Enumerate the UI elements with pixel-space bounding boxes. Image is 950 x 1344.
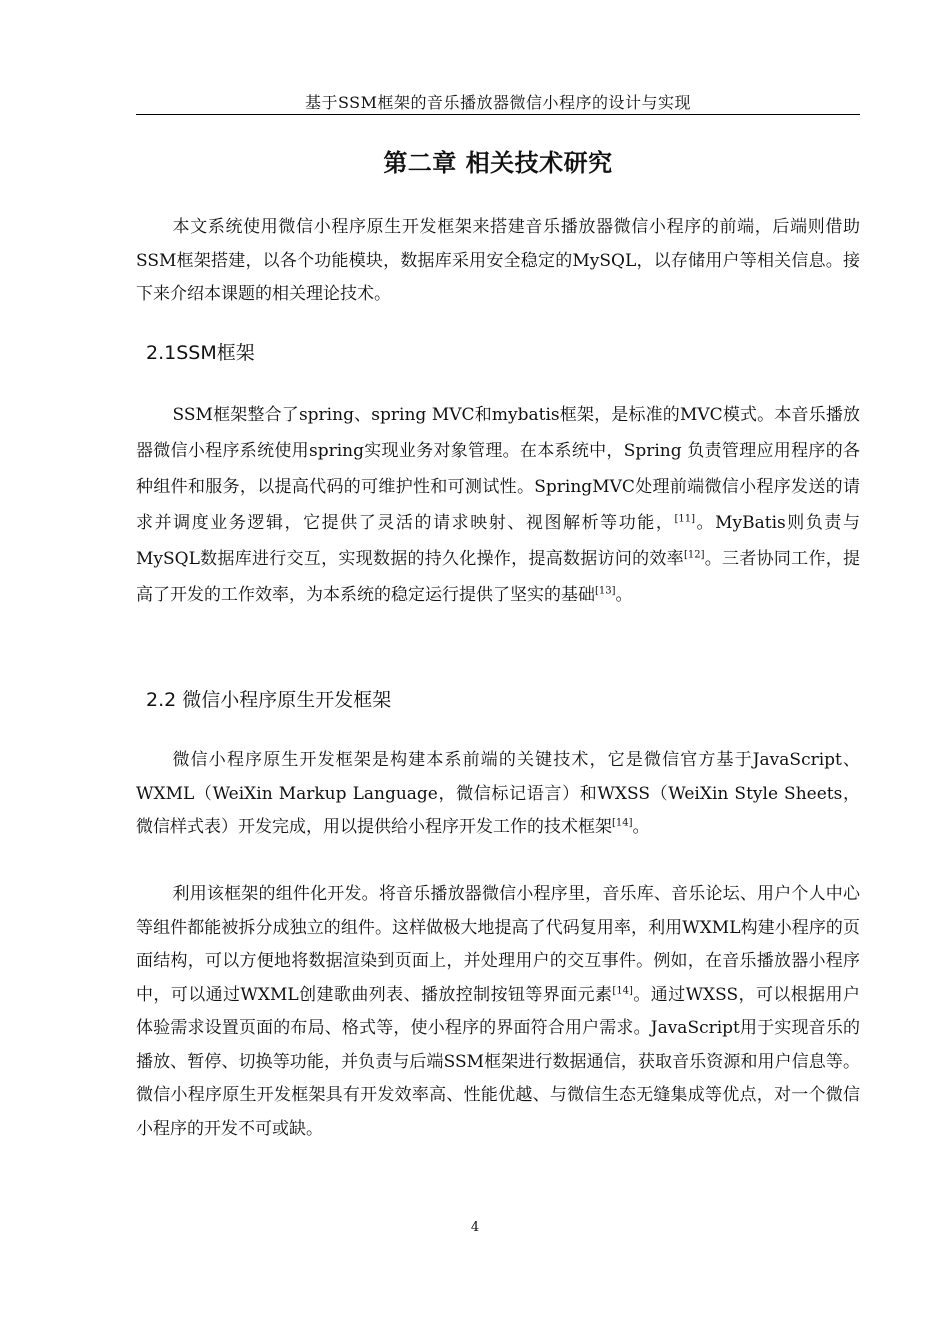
paragraph-text: 。	[632, 817, 650, 837]
section-2-2-paragraph-1	[136, 744, 860, 845]
section-2-1-paragraph	[136, 397, 860, 613]
paragraph-text: 。	[615, 585, 633, 605]
running-header: 基于SSM框架的音乐播放器微信小程序的设计与实现	[304, 93, 692, 112]
section-title-2-1: 2.1SSM框架	[146, 342, 255, 364]
citation-ref: [14]	[612, 984, 633, 996]
paragraph-text: 利用该框架的组件化开发。将音乐播放器微信小程序里，音乐库、音乐论坛、用户个人中心等组件都能被拆分成独立的组件。这样做极大地提高了代码复用率，利用WXML构建小程序的页面结构，可以方便地将数据渲染到页面上，并处理用户的交互事件。例如，在音乐播放器小程序中，可以通过WXML创建歌曲列表、播放控制按钮等界面元素	[136, 884, 860, 1005]
page-number: 4	[470, 1220, 480, 1235]
chapter-title: 第二章 相关技术研究	[383, 149, 613, 177]
paragraph-text: 。三者协同工作，提高了开发的工作效率，为本系统的稳定运行提供了坚实的基础	[136, 549, 861, 605]
intro-paragraph: 本文系统使用微信小程序原生开发框架来搭建音乐播放器微信小程序的前端，后端则借助SSM框架搭建，以各个功能模块，数据库采用安全稳定的MySQL，以存储用户等相关信息。接下来介绍本课题的相关理论技术。	[136, 217, 860, 304]
section-title-2-2: 2.2 微信小程序原生开发框架	[146, 689, 392, 711]
paragraph-text: SSM框架整合了spring、spring MVC和mybatis框架，是标准的MVC模式。本音乐播放器微信小程序系统使用spring实现业务对象管理。在本系统中，Spring 负责管理应用程序的各种组件和服务，以提高代码的可维护性和可测试性。SpringMVC处理前端微信小程序发送的请求并调度业务逻辑，它提供了灵活的请求映射、视图解析等功能，	[136, 405, 860, 533]
paragraph-text: 微信小程序原生开发框架是构建本系前端的关键技术，它是微信官方基于JavaScript、WXML（WeiXin Markup Language，微信标记语言）和WXSS（WeiXin Style Sheets，微信样式表）开发完成，用以提供给小程序开发工作的技术框架	[136, 750, 860, 837]
paragraph-text: 。MyBatis则负责与MySQL数据库进行交互，实现数据的持久化操作，提高数据访问的效率	[136, 513, 860, 569]
citation-ref: [11]	[674, 513, 695, 525]
citation-ref: [14]	[612, 817, 633, 829]
citation-ref: [13]	[595, 585, 616, 597]
citation-ref: [12]	[683, 549, 705, 561]
paragraph-text: 。通过WXSS，可以根据用户体验需求设置页面的布局、格式等，使小程序的界面符合用户需求。JavaScript用于实现音乐的播放、暂停、切换等功能，并负责与后端SSM框架进行数据通信，获取音乐资源和用户信息等。微信小程序原生开发框架具有开发效率高、性能优越、与微信生态无缝集成等优点，对一个微信小程序的开发不可或缺。	[136, 984, 860, 1139]
section-2-2-paragraph-2	[136, 878, 860, 1146]
header-divider	[136, 114, 860, 115]
